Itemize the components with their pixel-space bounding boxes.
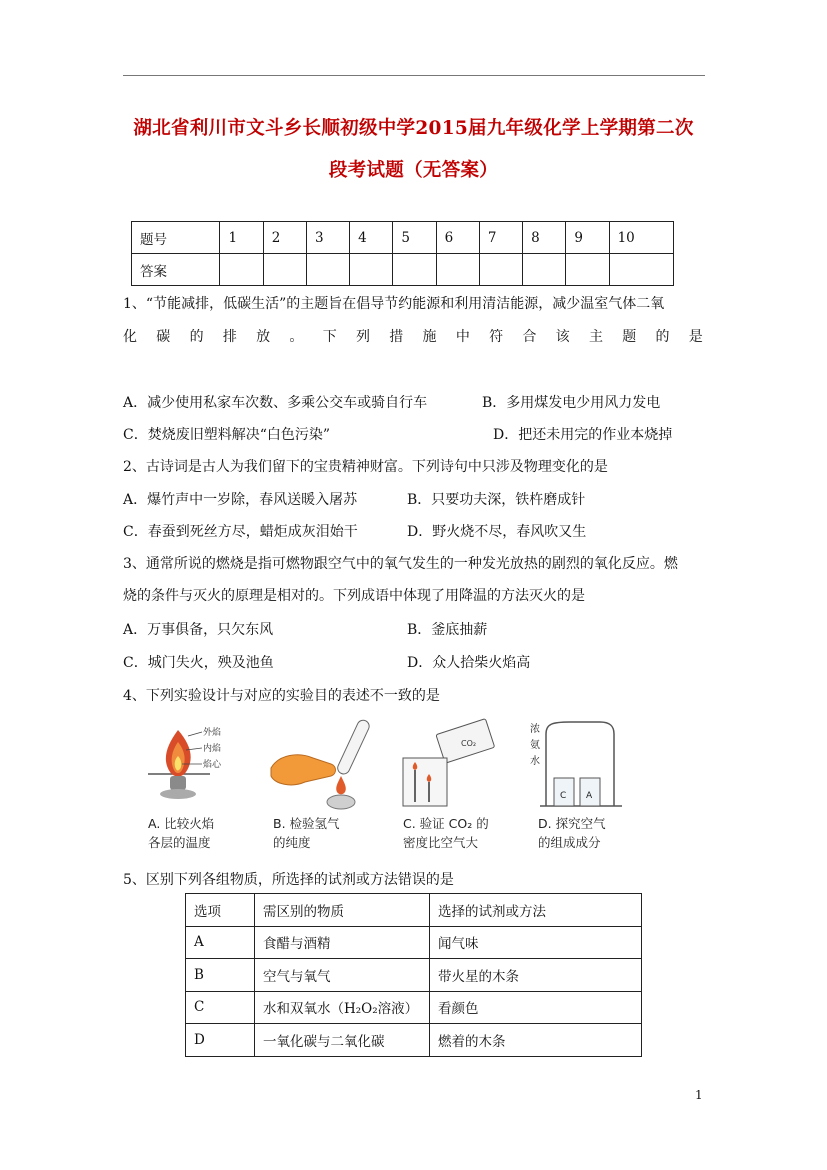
q1-char: 的 [655,329,670,345]
answer-cell[interactable] [350,254,393,286]
q4-figure-d[interactable] [530,718,650,858]
fig-b-caption-line-1: B. 检验氢气 [273,816,340,831]
ammonia-bell-jar-icon [530,718,650,813]
q5-table [185,893,642,1057]
page-title-line-1: 湖北省利川市文斗乡长顺初级中学2015届九年级化学上学期第二次 [133,118,694,139]
q1-char: 合 [522,329,537,345]
q1-option-c[interactable]: C．焚烧废旧塑料解决“白色污染” [123,427,331,443]
answer-table-number: 3 [306,222,349,254]
fig-c-caption-line-1: C. 验证 CO₂ 的 [403,816,489,831]
q1-char: 的 [189,329,204,345]
table-row [186,926,642,959]
q3-option-a[interactable]: A．万事俱备，只欠东风 [123,622,274,638]
answer-table-number: 5 [393,222,436,254]
q1-stem-line-1: 1、“节能减排，低碳生活”的主题旨在倡导节约能源和利用清洁能源，减少温室气体二氧 [123,296,665,312]
answer-table [131,221,674,286]
fig-c-caption [403,814,489,852]
fig-c-caption-line-2: 密度比空气大 [403,835,479,850]
q4-figures [140,718,660,858]
q3-stem-line-2: 烧的条件与灭火的原理是相对的。下列成语中体现了用降温的方法灭火的是 [123,588,585,604]
q5-header-substances: 需区别的物质 [255,894,430,927]
fig-a-caption-line-1: A. 比较火焰 [148,816,215,831]
q1-char: 施 [422,329,437,345]
q1-char: 符 [489,329,504,345]
answer-cell[interactable] [263,254,306,286]
q2-option-b[interactable]: B．只要功夫深，铁杵磨成针 [407,492,586,508]
q5-row-option: C [186,991,255,1024]
q1-option-a[interactable]: A．减少使用私家车次数、多乘公交车或骑自行车 [123,395,428,411]
fig-d-cup-a: A [586,791,593,801]
q1-char: 题 [622,329,637,345]
answer-table-number-row [132,222,674,254]
answer-cell[interactable] [436,254,479,286]
q5-table-header-row [186,894,642,927]
q1-char: 排 [222,329,237,345]
answer-table-answer-label: 答案 [132,254,220,286]
fig-d-caption-line-1: D. 探究空气 [538,816,606,831]
q5-header-option: 选项 [186,894,255,927]
q2-option-c[interactable]: C．春蚕到死丝方尽，蜡炬成灰泪始干 [123,524,358,540]
q4-stem: 4、下列实验设计与对应的实验目的表述不一致的是 [123,688,440,704]
answer-table-number: 2 [263,222,306,254]
fig-a-label: 焰心 [203,760,222,770]
q5-row-method: 看颜色 [430,991,642,1024]
q5-row-option: B [186,959,255,992]
q4-figure-b[interactable] [265,718,385,858]
q5-row-substances: 食醋与酒精 [255,926,430,959]
q5-row-option: A [186,926,255,959]
q1-char: 下 [322,329,337,345]
fig-a-caption-line-2: 各层的温度 [148,835,211,850]
q2-option-d[interactable]: D．野火烧不尽，春风吹又生 [407,524,587,540]
table-row [186,991,642,1024]
answer-cell[interactable] [566,254,609,286]
q1-char: 主 [588,329,603,345]
fig-a-caption [148,814,214,852]
answer-cell[interactable] [479,254,522,286]
q5-row-option: D [186,1024,255,1057]
answer-table-answer-row [132,254,674,286]
fig-d-cup-c: C [560,791,567,801]
answer-cell[interactable] [523,254,566,286]
fig-b-caption [273,814,340,852]
fig-a-label: 内焰 [203,744,222,754]
answer-table-number: 1 [220,222,263,254]
header-rule [123,75,705,76]
q3-option-c[interactable]: C．城门失火，殃及池鱼 [123,655,274,671]
fig-b-caption-line-2: 的纯度 [273,835,311,850]
fig-a-label: 外焰 [203,728,222,738]
table-row [186,959,642,992]
q3-option-d[interactable]: D．众人拾柴火焰高 [407,655,531,671]
q5-row-substances: 水和双氧水（H₂O₂溶液） [255,991,430,1024]
co2-pour-icon [395,718,515,813]
q5-row-substances: 一氧化碳与二氧化碳 [255,1024,430,1057]
q5-header-method: 选择的试剂或方法 [430,894,642,927]
table-row [186,1024,642,1057]
q1-char: 列 [355,329,370,345]
hydrogen-test-icon [265,718,385,813]
fig-c-co2-label: CO₂ [461,739,477,748]
fig-d-label-char: 氨 [530,740,540,751]
answer-table-number: 4 [350,222,393,254]
flame-diagram-icon [140,718,260,813]
q1-stem-line-2 [123,326,703,346]
answer-table-number: 7 [479,222,522,254]
q5-row-method: 闻气味 [430,926,642,959]
q1-option-d[interactable]: D．把还未用完的作业本烧掉 [493,427,673,443]
fig-d-caption-line-2: 的组成成分 [538,835,601,850]
q1-char: 。 [289,329,304,345]
answer-table-number: 10 [609,222,673,254]
answer-cell[interactable] [306,254,349,286]
fig-d-label-char: 浓 [530,724,540,735]
page-number: 1 [695,1088,703,1102]
q1-char: 该 [555,329,570,345]
q1-char: 化 [123,329,137,345]
answer-table-header-label: 题号 [132,222,220,254]
q4-figure-c[interactable] [395,718,515,858]
answer-table-number: 9 [566,222,609,254]
fig-d-label-char: 水 [530,756,540,767]
q1-char: 措 [389,329,404,345]
q1-char: 放 [256,329,271,345]
q5-row-substances: 空气与氧气 [255,959,430,992]
q5-row-method: 燃着的木条 [430,1024,642,1057]
answer-table-number: 8 [523,222,566,254]
q1-char: 是 [688,329,703,345]
fig-d-caption [538,814,606,852]
page-title-line-2: 段考试题（无答案） [328,160,499,181]
q2-option-a[interactable]: A．爆竹声中一岁除，春风送暖入屠苏 [123,492,358,508]
q3-option-b[interactable]: B．釜底抽薪 [407,622,488,638]
q4-figure-a[interactable] [140,718,260,858]
q1-char: 中 [455,329,470,345]
answer-cell[interactable] [220,254,263,286]
q3-stem-line-1: 3、通常所说的燃烧是指可燃物跟空气中的氧气发生的一种发光放热的剧烈的氧化反应。燃 [123,556,678,572]
q5-stem: 5、区别下列各组物质，所选择的试剂或方法错误的是 [123,872,454,888]
answer-cell[interactable] [609,254,673,286]
answer-cell[interactable] [393,254,436,286]
q1-char: 碳 [156,329,171,345]
answer-table-number: 6 [436,222,479,254]
q1-option-b[interactable]: B．多用煤发电少用风力发电 [482,395,661,411]
q5-row-method: 带火星的木条 [430,959,642,992]
q2-stem: 2、古诗词是古人为我们留下的宝贵精神财富。下列诗句中只涉及物理变化的是 [123,459,608,475]
